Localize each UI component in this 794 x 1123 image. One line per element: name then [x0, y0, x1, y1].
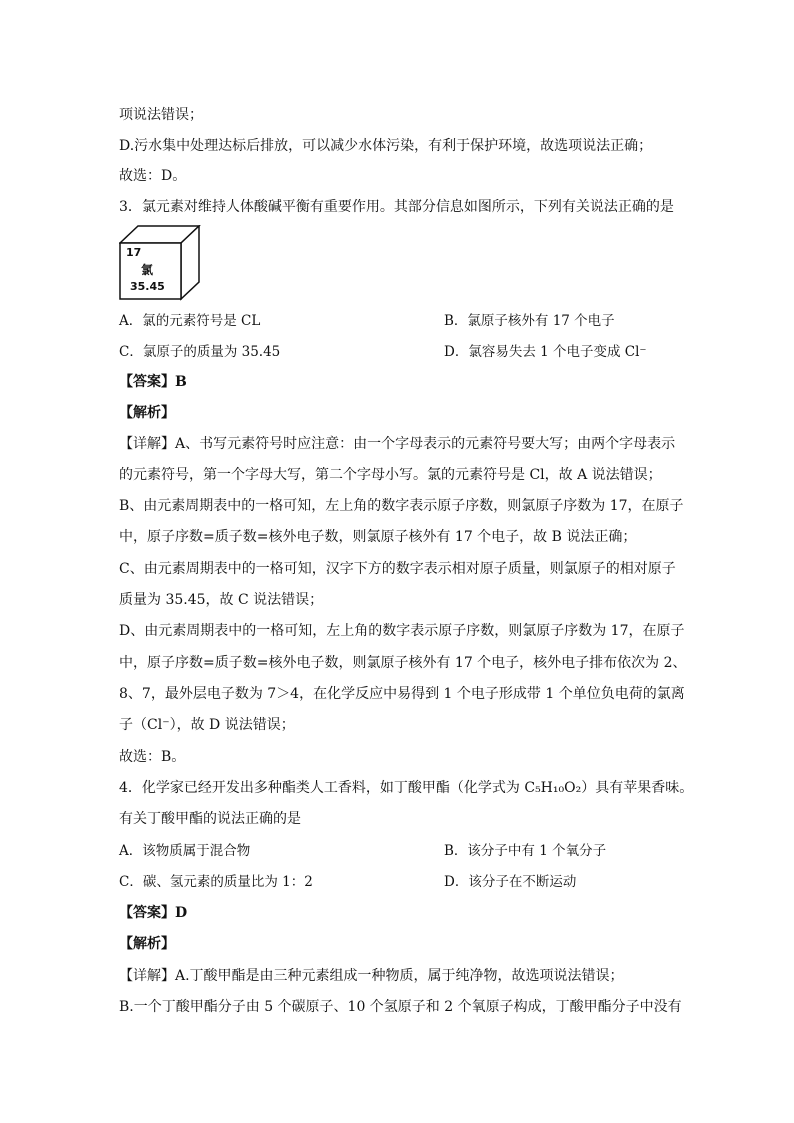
q4-option-d: D．该分子在不断运动: [444, 874, 577, 890]
q3-explain-line: 中，原子序数=质子数=核外电子数，则氯原子核外有 17 个电子，核外电子排布依次为 2、: [119, 655, 687, 671]
text-line: 项说法错误；: [119, 107, 203, 123]
q3-explain-line: 质量为 35.45，故 C 说法错误；: [119, 592, 324, 608]
q4-option-c: C．碳、氢元素的质量比为 1：2: [119, 874, 313, 890]
q3-answer: 【答案】B: [119, 374, 187, 390]
question-4-stem: 有关丁酸甲酯的说法正确的是: [119, 811, 301, 827]
q3-option-b: B．氯原子核外有 17 个电子: [444, 313, 615, 329]
q4-option-a: A．该物质属于混合物: [119, 843, 251, 859]
q3-option-a: A．氯的元素符号是 CL: [119, 313, 261, 329]
q4-explain-line: B.一个丁酸甲酯分子由 5 个碳原子、10 个氢原子和 2 个氧原子构成，丁酸甲酯分子中没有: [119, 999, 682, 1015]
q3-explain-line: 子（Cl⁻），故 D 说法错误；: [119, 717, 295, 733]
q3-explain-line: 8、7，最外层电子数为 7＞4，在化学反应中易得到 1 个电子形成带 1 个单位负电荷的氯离: [119, 686, 685, 702]
q3-option-d: D．氯容易失去 1 个电子变成 Cl⁻: [444, 344, 647, 360]
q3-explain-line: B、由元素周期表中的一格可知，左上角的数字表示原子序数，则氯原子序数为 17，在原子: [119, 498, 684, 514]
q3-option-c: C．氯原子的质量为 35.45: [119, 344, 281, 360]
q3-explain-line: C、由元素周期表中的一格可知，汉字下方的数字表示相对原子质量，则氯原子的相对原子: [119, 561, 676, 577]
atomic-number: 17: [126, 246, 142, 259]
q3-analysis-heading: 【解析】: [119, 405, 175, 421]
q4-answer: 【答案】D: [119, 905, 188, 921]
q3-explain-line: 中，原子序数=质子数=核外电子数，则氯原子核外有 17 个电子，故 B 说法正确；: [119, 529, 637, 545]
element-name: 氯: [141, 263, 154, 277]
q4-option-b: B．该分子中有 1 个氧分子: [444, 843, 607, 859]
text-line: D.污水集中处理达标后排放，可以减少水体污染，有利于保护环境，故选项说法正确；: [119, 138, 653, 154]
q3-explain-line: 的元素符号，第一个字母大写，第二个字母小写。氯的元素符号是 Cl，故 A 说法错误；: [119, 467, 662, 483]
q3-explain-line: 故选：B。: [119, 749, 186, 765]
q4-explain-line: 【详解】A.丁酸甲酯是由三种元素组成一种物质，属于纯净物，故选项说法错误；: [119, 968, 624, 984]
q3-explain-line: 【详解】A、书写元素符号时应注意：由一个字母表示的元素符号要大写；由两个字母表示: [119, 436, 676, 452]
question-3-stem: 3．氯元素对维持人体酸碱平衡有重要作用。其部分信息如图所示，下列有关说法正确的是: [119, 199, 674, 215]
atomic-mass: 35.45: [130, 280, 165, 293]
periodic-table-tile: [119, 225, 201, 301]
question-4-stem: 4．化学家已经开发出多种酯类人工香料，如丁酸甲酯（化学式为 C₅H₁₀O₂）具有苹果香味。: [119, 780, 694, 796]
q4-analysis-heading: 【解析】: [119, 936, 175, 952]
q3-explain-line: D、由元素周期表中的一格可知，左上角的数字表示原子序数，则氯原子序数为 17，在原子: [119, 623, 685, 639]
text-line: 故选：D。: [119, 168, 187, 184]
